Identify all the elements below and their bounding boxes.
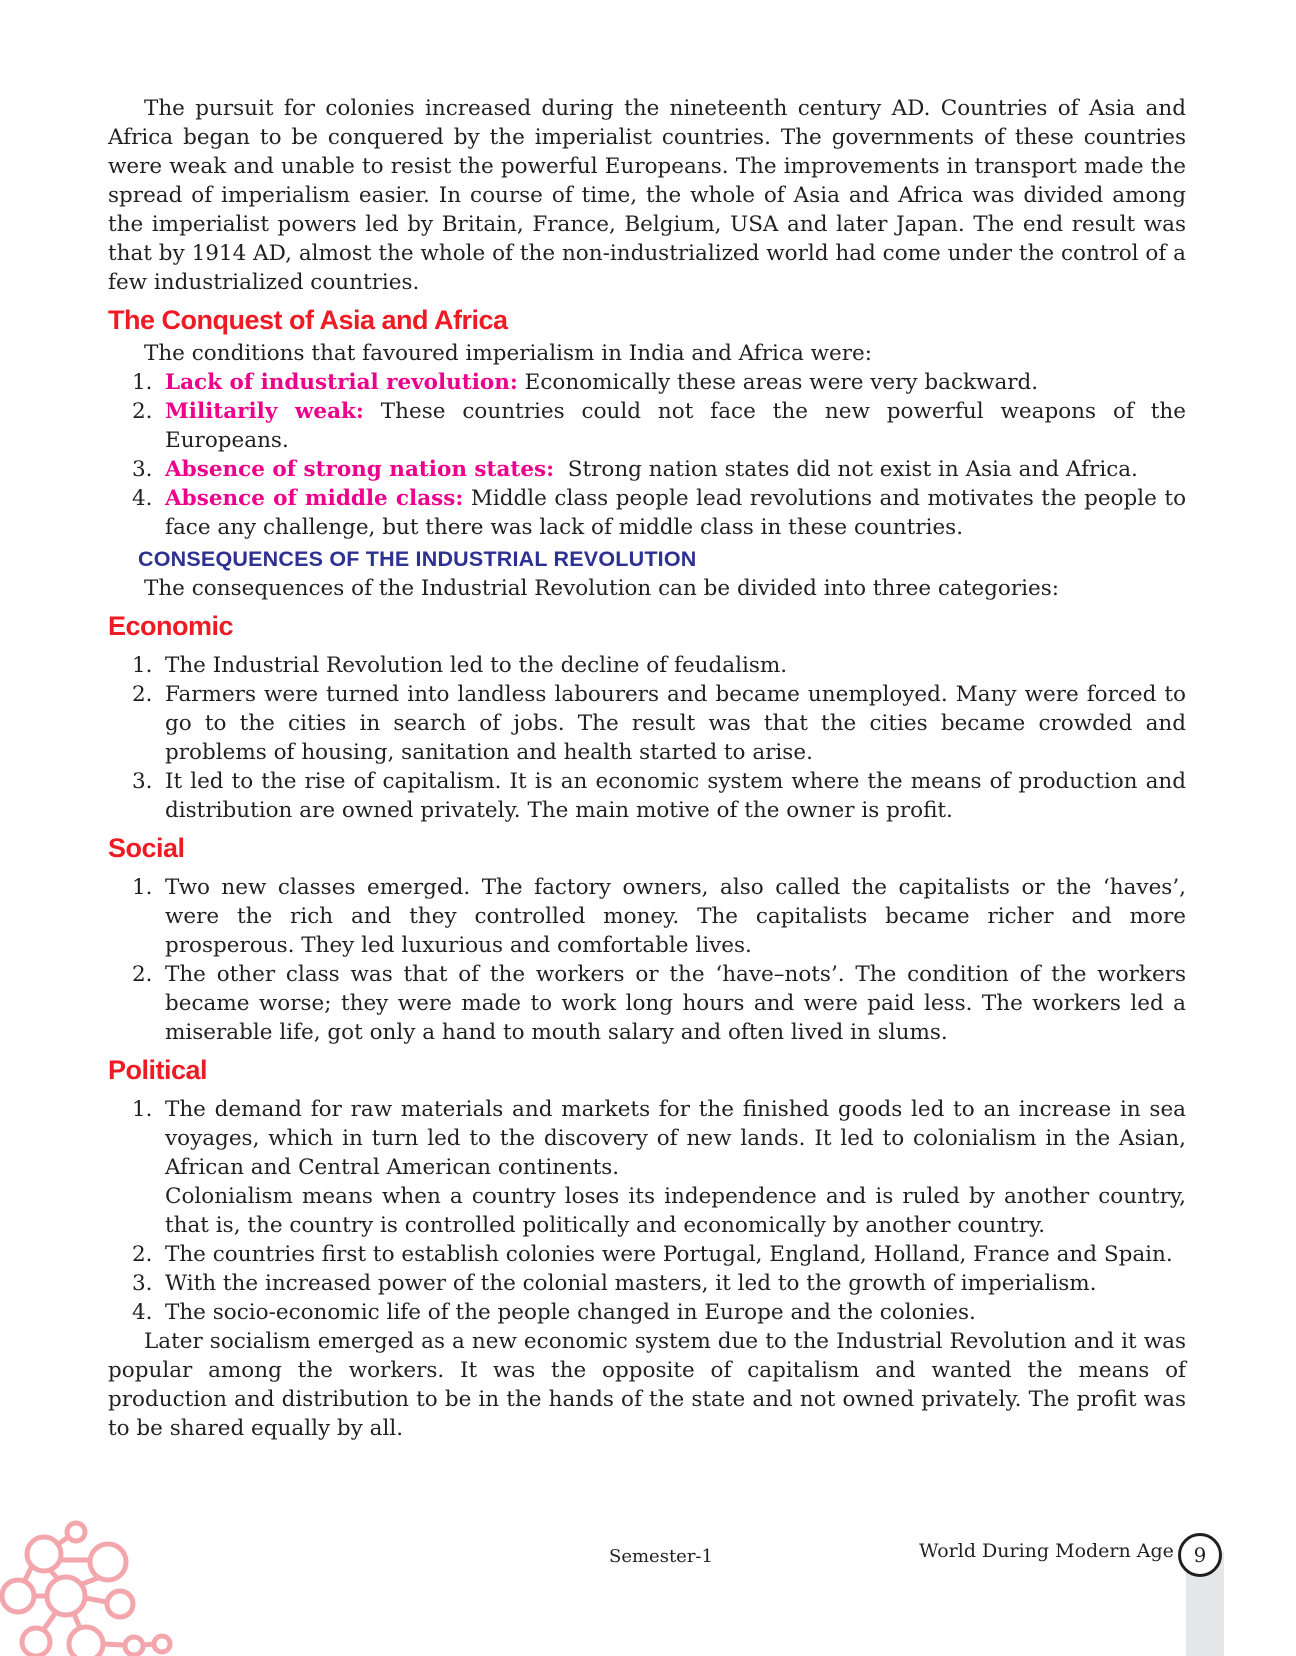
consequences-heading: CONSEQUENCES OF THE INDUSTRIAL REVOLUTION (138, 547, 697, 571)
social-list (108, 873, 1186, 1047)
list-item: 1. Lack of industrial revolution: Economically these areas were very backward. (132, 370, 1039, 395)
list-item: 3. It led to the rise of capitalism. It is an economic system where the means of production and distribution are owned privately. The main motive of the owner is profit. (132, 769, 1186, 823)
list-item: 2. Militarily weak: These countries could not face the new powerful weapons of the Europeans. (132, 399, 1186, 453)
term: Absence of middle class: (165, 486, 464, 511)
list-item: 3. Absence of strong nation states: Strong nation states did not exist in Asia and Africa. (132, 457, 1138, 482)
term: Absence of strong nation states: (165, 457, 555, 482)
list-item: 3. With the increased power of the colonial masters, it led to the growth of imperialism. (132, 1271, 1097, 1296)
page-content (108, 94, 1186, 1443)
list-item: 4. Absence of middle class: Middle class people lead revolutions and motivates the people to face any challenge, but there was lack of middle class in these countries. (132, 486, 1187, 540)
consequences-lead: The consequences of the Industrial Revolution can be divided into three categories: (144, 576, 1059, 601)
decorative-circles (0, 1516, 180, 1656)
political-list-continued (108, 1240, 1186, 1327)
political-list (108, 1095, 1186, 1182)
list-item: 2. Farmers were turned into landless labourers and became unemployed. Many were forced to go to the cities in search of jobs. The result was that the cities became crowded and problems of housing, sanitation and health started to arise. (132, 682, 1186, 765)
conquest-lead: The conditions that favoured imperialism in India and Africa were: (144, 341, 872, 366)
page-number: 9 (1178, 1533, 1222, 1577)
list-item: 1. Two new classes emerged. The factory owners, also called the capitalists or the ‘haves’, were the rich and they controlled money. The capitalists became richer and more prosperous. They led luxurious and comfortable lives. (132, 875, 1186, 958)
term: Lack of industrial revolution: (165, 370, 518, 395)
intro-paragraph: The pursuit for colonies increased during the nineteenth century AD. Countries of Asia and Africa began to be conquered by the imperialist countries. The governments of these countries were weak and unable to resist the powerful Europeans. The improvements in transport made the spread of imperialism easier. In course of time, the whole of Asia and Africa was divided among the imperialist powers led by Britain, France, Belgium, USA and later Japan. The end result was that by 1914 AD, almost the whole of the non-industrialized world had come under the control of a few industrialized countries. (108, 96, 1186, 295)
list-item: 1. The Industrial Revolution led to the decline of feudalism. (132, 653, 788, 678)
footer-book-title: World During Modern Age (919, 1540, 1174, 1562)
conquest-heading: The Conquest of Asia and Africa (108, 305, 508, 335)
list-item: 4. The socio-economic life of the people changed in Europe and the colonies. (132, 1300, 976, 1325)
colonialism-note: Colonialism means when a country loses its independence and is ruled by another country, that is, the country is controlled politically and economically by another country. (165, 1184, 1186, 1238)
conquest-list (108, 368, 1186, 542)
closing-paragraph: Later socialism emerged as a new economic system due to the Industrial Revolution and it was popular among the workers. It was the opposite of capitalism and wanted the means of production and distribution to be in the hands of the state and not owned privately. The profit was to be shared equally by all. (108, 1329, 1186, 1441)
list-item: 2. The other class was that of the workers or the ‘have–nots’. The condition of the workers became worse; they were made to work long hours and were paid less. The workers led a miserable life, got only a hand to mouth salary and often lived in slums. (132, 962, 1186, 1045)
footer-semester: Semester-1 (609, 1546, 713, 1567)
economic-heading: Economic (108, 611, 234, 641)
term: Militarily weak: (165, 399, 364, 424)
economic-list (108, 651, 1186, 825)
social-heading: Social (108, 833, 185, 863)
list-item: 1. The demand for raw materials and markets for the finished goods led to an increase in sea voyages, which in turn led to the discovery of new lands. It led to colonialism in the Asian, African and Central American continents. (132, 1097, 1186, 1180)
list-item: 2. The countries first to establish colonies were Portugal, England, Holland, France and Spain. (132, 1242, 1173, 1267)
political-heading: Political (108, 1055, 208, 1085)
